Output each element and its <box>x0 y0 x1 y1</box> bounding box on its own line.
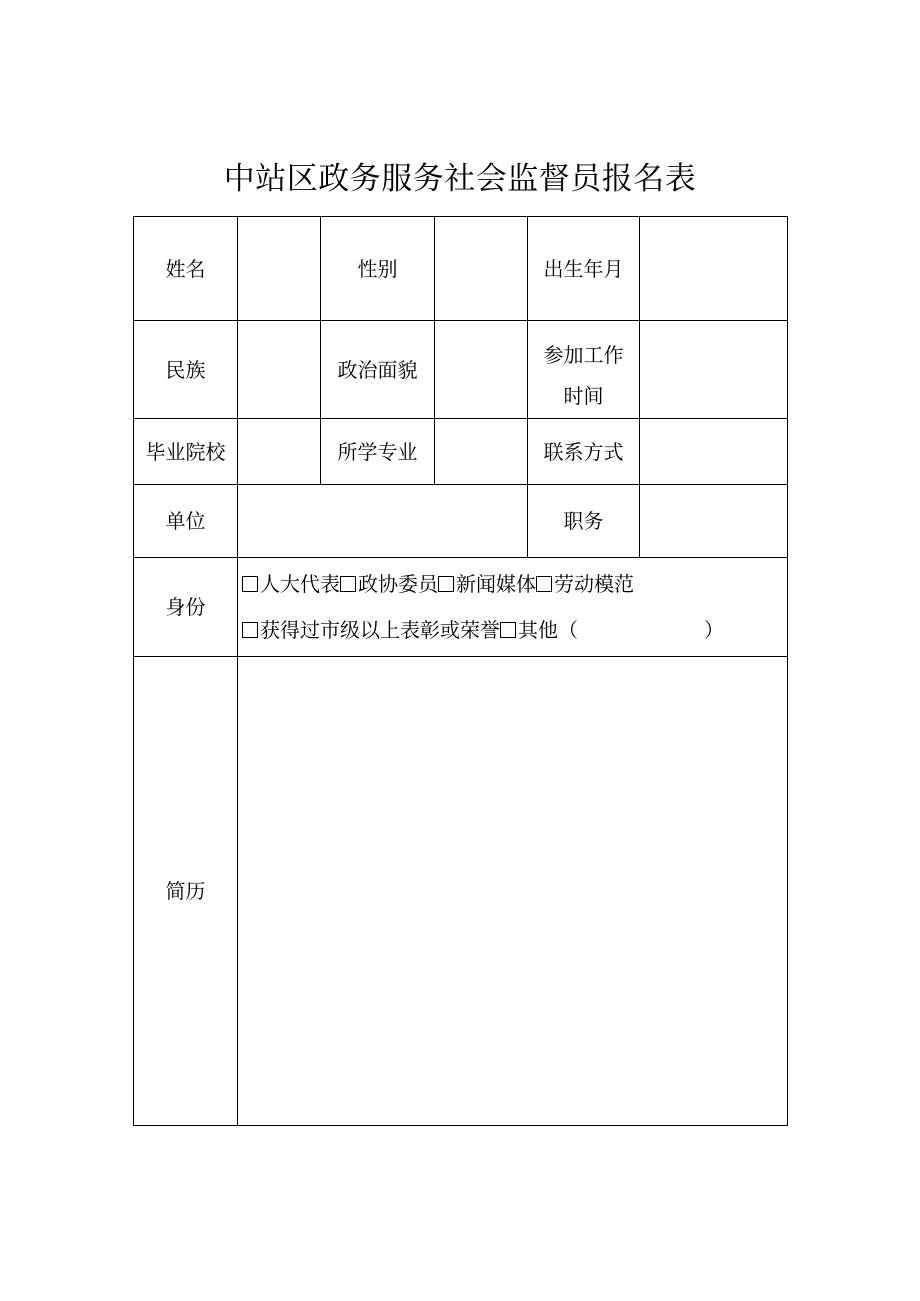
option-news-media: 新闻媒体 <box>456 572 536 596</box>
field-major[interactable] <box>435 419 528 485</box>
option-honored: 获得过市级以上表彰或荣誉 <box>260 618 500 642</box>
field-political-status[interactable] <box>435 321 528 419</box>
label-political-status: 政治面貌 <box>321 321 435 419</box>
field-unit[interactable] <box>238 485 528 558</box>
form-row-resume <box>134 657 788 1126</box>
option-model-worker: 劳动模范 <box>554 572 634 596</box>
label-work-start-line2: 时间 <box>563 383 604 408</box>
field-contact[interactable] <box>640 419 788 485</box>
label-identity: 身份 <box>134 558 238 657</box>
checkbox-icon[interactable] <box>536 576 552 592</box>
field-school[interactable] <box>238 419 321 485</box>
label-ethnicity: 民族 <box>134 321 238 419</box>
checkbox-icon[interactable] <box>340 576 356 592</box>
field-resume[interactable] <box>238 657 788 1126</box>
field-gender[interactable] <box>435 217 528 321</box>
label-contact: 联系方式 <box>528 419 640 485</box>
form-row-basic <box>134 217 788 321</box>
field-position[interactable] <box>640 485 788 558</box>
option-cppcc-member: 政协委员 <box>358 572 438 596</box>
checkbox-icon[interactable] <box>242 576 258 592</box>
label-birth: 出生年月 <box>528 217 640 321</box>
form-row-education <box>134 419 788 485</box>
checkbox-icon[interactable] <box>500 622 516 638</box>
other-paren-open: （ <box>558 618 578 642</box>
form-title: 中站区政务服务社会监督员报名表 <box>223 161 697 197</box>
identity-line-1 <box>242 561 787 607</box>
form-row-ethnicity <box>134 321 788 419</box>
label-name: 姓名 <box>134 217 238 321</box>
identity-line-2 <box>242 607 787 653</box>
identity-options <box>238 558 788 657</box>
field-name[interactable] <box>238 217 321 321</box>
registration-form-table <box>133 216 788 1126</box>
label-major: 所学专业 <box>321 419 435 485</box>
field-ethnicity[interactable] <box>238 321 321 419</box>
label-position: 职务 <box>528 485 640 558</box>
form-row-identity <box>134 558 788 657</box>
option-other: 其他 <box>518 618 558 642</box>
label-work-start-line1: 参加工作 <box>543 342 624 367</box>
option-npc-deputy: 人大代表 <box>260 572 340 596</box>
field-birth[interactable] <box>640 217 788 321</box>
label-unit: 单位 <box>134 485 238 558</box>
other-paren-close: ） <box>704 618 724 642</box>
checkbox-icon[interactable] <box>242 622 258 638</box>
form-row-unit <box>134 485 788 558</box>
label-work-start <box>528 321 640 419</box>
field-work-start[interactable] <box>640 321 788 419</box>
label-resume: 简历 <box>134 657 238 1126</box>
label-gender: 性别 <box>321 217 435 321</box>
label-school: 毕业院校 <box>134 419 238 485</box>
checkbox-icon[interactable] <box>438 576 454 592</box>
